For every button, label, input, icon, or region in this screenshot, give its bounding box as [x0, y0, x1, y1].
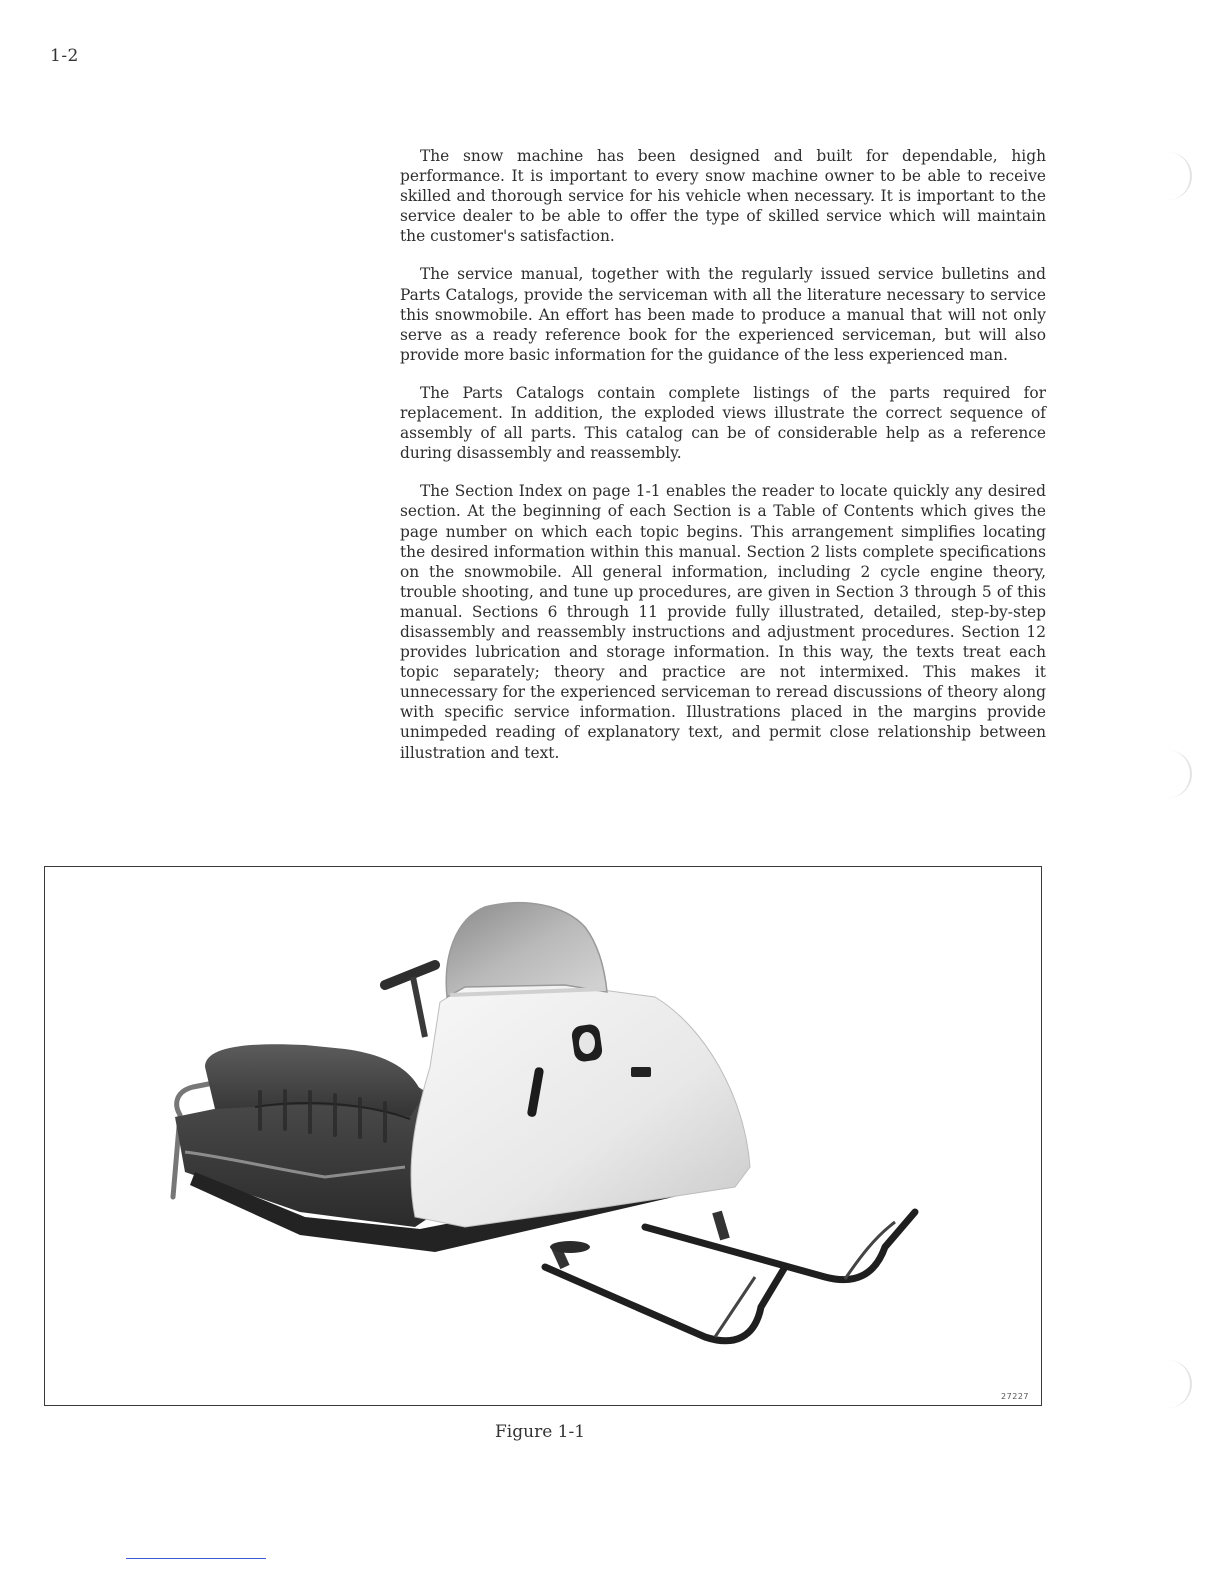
- snowmobile-illustration: [45, 867, 1041, 1405]
- binder-hole-middle: [1168, 750, 1192, 798]
- figure-caption: Figure 1-1: [495, 1422, 586, 1442]
- figure-frame: [44, 866, 1042, 1406]
- paragraph-parts-catalogs: The Parts Catalogs contain complete listings of the parts required for replacement. In addition, the exploded views illustrate the correct sequence of assembly of all parts. This catalog can be of considerable help as a reference during disassembly and reassembly.: [400, 383, 1046, 463]
- binder-hole-top: [1168, 152, 1192, 200]
- hood-badge: [631, 1067, 651, 1077]
- body-text: [400, 146, 1046, 781]
- handlebar: [385, 965, 435, 1037]
- spindle-base: [550, 1241, 590, 1253]
- figure-number: 27227: [1001, 1392, 1029, 1401]
- paragraph-intro: The snow machine has been designed and built for dependable, high performance. It is important to every snow machine owner to be able to receive skilled and thorough service for his vehicle when necessary. It is important to the service dealer to be able to offer the type of skilled service which will maintain the customer's satisfaction.: [400, 147, 1046, 246]
- binder-hole-bottom: [1168, 1360, 1192, 1408]
- footer-rule: [126, 1558, 266, 1559]
- hood: [411, 985, 750, 1227]
- paragraph-section-index: The Section Index on page 1-1 enables the reader to locate quickly any desired section. At the beginning of each Section is a Table of Contents which gives the page number on which each topic begins. This arrangement simplifies locating the desired information within this manual. Section 2 lists complete specifications on the snowmobile. All general information, including 2 cycle engine theory, trouble shooting, and tune up procedures, are given in Section 3 through 5 of this manual. Sections 6 through 11 provide fully illustrated, detailed, step-by-step disassembly and reassembly instructions and adjustment procedures. Section 12 provides lubrication and storage information. In this way, the texts treat each topic separately; theory and practice are not intermixed. This makes it unnecessary for the experienced serviceman to reread discussions of theory along with specific service information. Illustrations placed in the margins provide unimpeded reading of explanatory text, and permit close relationship between illustration and text.: [400, 482, 1046, 762]
- windshield: [446, 903, 607, 997]
- page-number: 1-2: [50, 46, 79, 66]
- paragraph-service-manual: The service manual, together with the regularly issued service bulletins and Parts Catalogs, provide the serviceman with all the literature necessary to service this snowmobile. An effort has been made to produce a manual that will not only serve as a ready reference book for the experienced serviceman, but will also provide more basic information for the guidance of the less experienced man.: [400, 265, 1046, 364]
